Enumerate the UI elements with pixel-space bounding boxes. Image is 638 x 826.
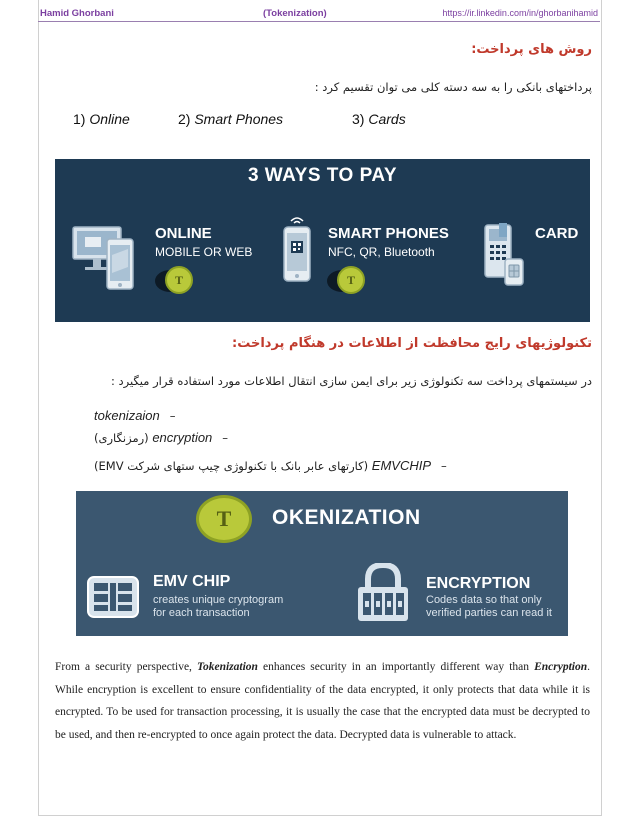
tokenization-title: OKENIZATION <box>272 506 421 529</box>
security-paragraph: From a security perspective, Tokenization enhances security in an importantly different way than Encryption. While encryption is excellent to ensure confidentiality of the data encrypted, it only protects that data while it is encrypted. To be used for transaction processing, it is usually the case that the encrypted data must be decrypted to be used, and then re-encrypted to once again protect the data. Decrypted data is vulnerable to attack. <box>55 661 590 741</box>
option-cards: 3) Cards <box>352 111 406 127</box>
header-author: Hamid Ghorbani <box>40 8 114 19</box>
payment-methods-heading: روش های پرداخت: <box>471 42 592 57</box>
smartphone-icon <box>281 215 313 285</box>
emv-chip-text-1: creates unique cryptogram <box>153 594 284 606</box>
online-subtitle: MOBILE OR WEB <box>155 245 253 259</box>
three-ways-to-pay-banner <box>55 159 590 322</box>
list-item: – encryption (رمزنگاری) <box>94 430 229 445</box>
encryption-text-2: verified parties can read it <box>426 607 552 619</box>
online-title: ONLINE <box>155 225 212 242</box>
list-item: – EMVCHIP (کارتهای عابر بانک با تکنولوژی چیپ ستهای شرکت EMV) <box>94 458 447 473</box>
computer-phone-icon <box>71 225 141 295</box>
protection-technologies-heading: تکنولوژیهای رایج محافظت از اطلاعات در هنگام پرداخت: <box>232 336 592 351</box>
emv-chip-title: EMV CHIP <box>153 573 231 590</box>
chip-icon <box>86 575 140 619</box>
tokenization-banner <box>76 491 568 636</box>
encryption-text-1: Codes data so that only <box>426 594 542 606</box>
card-terminal-icon <box>483 223 525 289</box>
token-coin-icon: T <box>165 266 193 294</box>
smart-phones-title: SMART PHONES <box>328 225 449 242</box>
emv-chip-text-2: for each transaction <box>153 607 250 619</box>
smart-phones-subtitle: NFC, QR, Bluetooth <box>328 245 435 259</box>
option-online: 1) Online <box>73 111 130 127</box>
list-item: – tokenizaion <box>94 408 176 423</box>
payment-methods-intro: پرداختهای بانکی را به سه دسته کلی می توان تقسیم کرد : <box>314 80 592 94</box>
header-rule <box>38 21 600 22</box>
token-coin-icon: T <box>196 495 252 543</box>
card-title: CARD <box>535 225 579 242</box>
protection-technologies-intro: در سیستمهای پرداخت سه تکنولوژی زیر برای ایمن سازی انتقال اطلاعات مورد استفاده قرار میگیرد : <box>110 374 592 388</box>
header-url[interactable]: https://ir.linkedin.com/in/ghorbanihamid <box>442 8 598 18</box>
option-smart-phones: 2) Smart Phones <box>178 111 284 127</box>
padlock-icon <box>356 563 410 623</box>
banner-title: 3 WAYS TO PAY <box>247 165 398 186</box>
token-coin-icon: T <box>337 266 365 294</box>
encryption-title: ENCRYPTION <box>426 575 531 592</box>
header-topic: (Tokenization) <box>263 8 327 19</box>
